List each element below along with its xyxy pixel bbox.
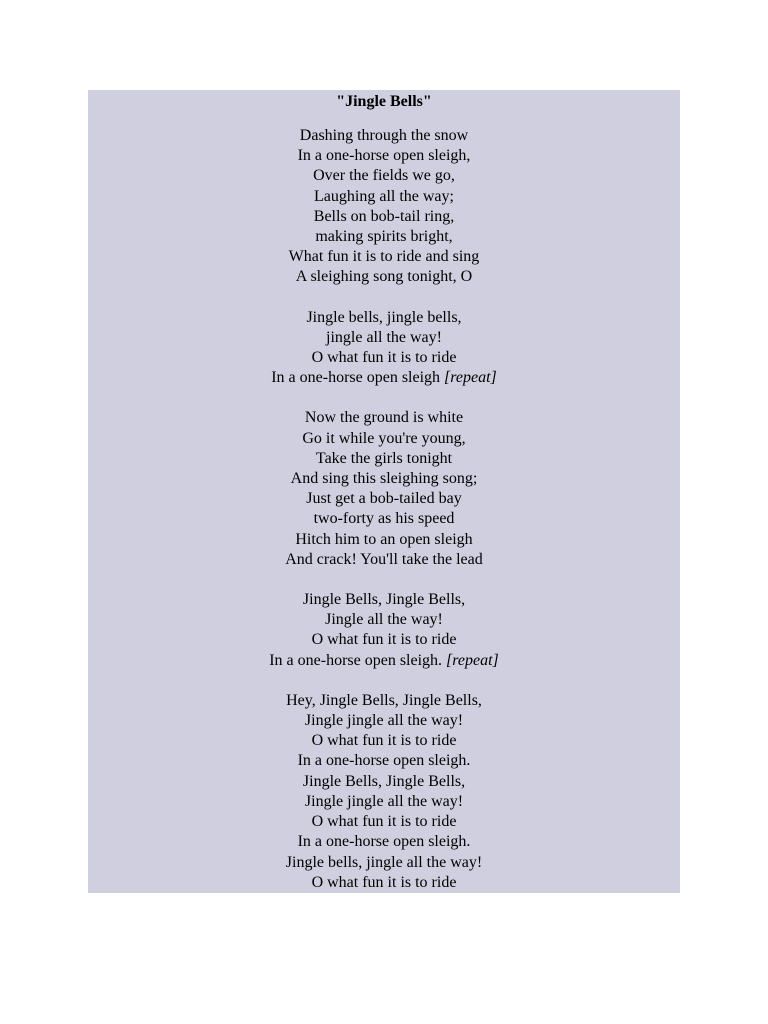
lyric-line [88, 590, 680, 610]
lyric-line-text: making spirits bright, [315, 228, 453, 246]
verse [88, 590, 680, 671]
lyric-line [88, 328, 680, 348]
lyric-line-text: In a one-horse open sleigh. [297, 752, 471, 770]
lyric-line [88, 368, 680, 388]
lyric-line [88, 187, 680, 207]
lyric-line-text: In a one-horse open sleigh, [297, 147, 471, 165]
lyric-line-text: In a one-horse open sleigh. [297, 833, 471, 851]
verse [88, 408, 680, 570]
lyric-line [88, 711, 680, 731]
lyric-line [88, 267, 680, 287]
lyric-line [88, 146, 680, 166]
lyric-line [88, 610, 680, 630]
lyric-line [88, 449, 680, 469]
verses-container [88, 126, 680, 893]
lyric-line-text: Jingle jingle all the way! [304, 712, 464, 730]
verse [88, 126, 680, 288]
lyric-line [88, 853, 680, 873]
lyric-line-text: O what fun it is to ride [311, 813, 457, 831]
lyric-line-text: O what fun it is to ride [311, 349, 457, 367]
lyric-line [88, 731, 680, 751]
verse [88, 308, 680, 389]
lyric-line-text: In a one-horse open sleigh. [269, 651, 443, 669]
lyric-line-text: And sing this sleighing song; [290, 470, 478, 488]
lyric-line-text: Jingle jingle all the way! [304, 792, 464, 810]
lyric-line-text: Jingle Bells, Jingle Bells, [302, 772, 466, 790]
lyric-line [88, 530, 680, 550]
lyric-line-text: O what fun it is to ride [311, 631, 457, 649]
lyric-line [88, 630, 680, 650]
lyric-line-text: Jingle bells, jingle bells, [306, 308, 462, 326]
lyric-line-text: Bells on bob-tail ring, [313, 207, 455, 225]
lyric-line [88, 348, 680, 368]
lyric-line [88, 429, 680, 449]
repeat-note: [repeat] [444, 369, 497, 387]
lyric-line [88, 126, 680, 146]
lyric-line [88, 408, 680, 428]
lyric-line [88, 873, 680, 893]
lyric-line [88, 832, 680, 852]
lyric-line-text: And crack! You'll take the lead [285, 550, 483, 568]
lyric-line [88, 812, 680, 832]
lyric-line-text: Laughing all the way; [314, 187, 454, 205]
lyric-line-text: Dashing through the snow [299, 127, 469, 144]
lyric-line [88, 751, 680, 771]
lyric-line-text: Jingle Bells, Jingle Bells, [302, 591, 466, 609]
lyric-line [88, 691, 680, 711]
verse [88, 691, 680, 893]
lyric-line-text: What fun it is to ride and sing [288, 248, 480, 266]
lyric-line [88, 489, 680, 509]
lyric-line [88, 651, 680, 671]
lyric-line [88, 247, 680, 267]
lyric-line-text: O what fun it is to ride [311, 732, 457, 750]
lyric-line-text: Take the girls tonight [315, 449, 453, 467]
lyric-line-text: Go it while you're young, [302, 429, 466, 447]
lyric-line-text: Jingle bells, jingle all the way! [285, 853, 483, 871]
lyrics-panel [88, 90, 680, 893]
lyric-line-text: Hey, Jingle Bells, Jingle Bells, [286, 691, 482, 709]
lyric-line [88, 792, 680, 812]
lyric-line [88, 166, 680, 186]
lyric-line-text: In a one-horse open sleigh [271, 369, 441, 387]
lyric-line [88, 207, 680, 227]
lyric-line [88, 227, 680, 247]
lyric-line-text: Hitch him to an open sleigh [295, 530, 473, 548]
lyric-line-text: jingle all the way! [326, 328, 442, 346]
lyric-line-text: Over the fields we go, [313, 167, 455, 185]
lyric-line-text: Jingle all the way! [325, 611, 443, 629]
lyric-line-text: Now the ground is white [304, 409, 464, 427]
lyric-line [88, 469, 680, 489]
song-title: "Jingle Bells" [336, 93, 432, 110]
lyric-line-text: O what fun it is to ride [311, 873, 457, 891]
repeat-note: [repeat] [446, 651, 499, 669]
lyric-line-text: two-forty as his speed [313, 510, 455, 528]
lyric-line [88, 509, 680, 529]
lyric-line-text: Just get a bob-tailed bay [306, 490, 462, 508]
lyric-line [88, 550, 680, 570]
lyric-line [88, 308, 680, 328]
lyric-line-text: A sleighing song tonight, O [295, 268, 473, 286]
lyric-line [88, 772, 680, 792]
